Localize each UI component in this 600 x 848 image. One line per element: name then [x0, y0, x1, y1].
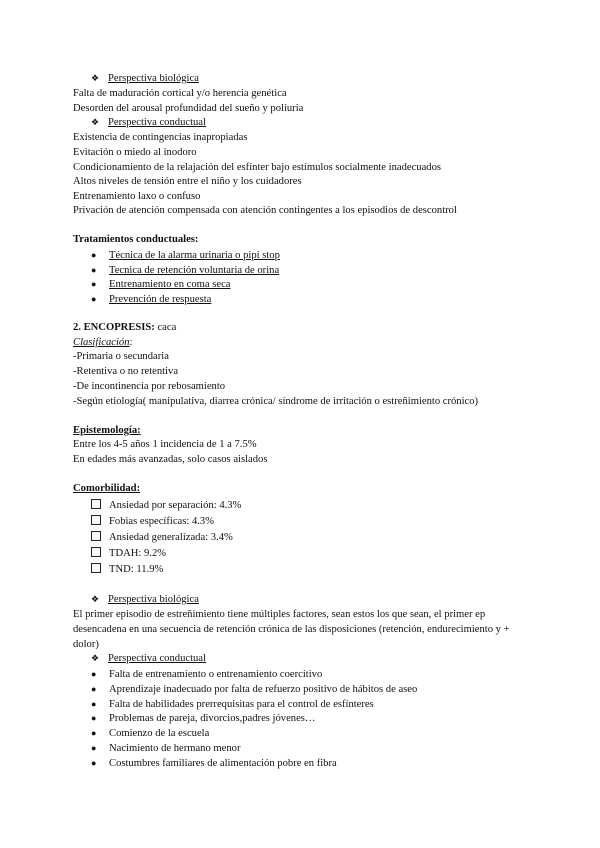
text-line: Existencia de contingencias inapropiadas	[73, 132, 248, 143]
checkbox-icon	[91, 563, 101, 573]
text-line: Altos niveles de tensión entre el niño y los cuidadores	[73, 176, 302, 187]
perspectiva-conductual-heading: ❖ Perspectiva conductual	[91, 652, 206, 667]
checkbox-icon	[91, 531, 101, 541]
checkbox-item: Ansiedad por separación: 4.3%	[91, 499, 241, 514]
checkbox-icon	[91, 499, 101, 509]
list-item: ● Problemas de pareja, divorcios,padres jóvenes…	[91, 713, 316, 724]
text-line: Evitación o miedo al inodoro	[73, 147, 197, 158]
list-item: ● Prevención de respuesta	[91, 294, 212, 305]
text-line: Privación de atención compensada con atención contingentes a los episodios de descontrol	[73, 205, 457, 216]
list-item: ● Falta de habilidades prerrequisitas para el control de esfínteres	[91, 699, 374, 710]
bullet-icon: ●	[91, 758, 97, 768]
text-line: Entrenamiento laxo o confuso	[73, 191, 201, 202]
bullet-icon: ●	[91, 743, 97, 753]
perspectiva-biologica-heading: ❖ Perspectiva biológica	[91, 593, 199, 608]
text-line: Entre los 4-5 años 1 incidencia de 1 a 7.5%	[73, 439, 257, 450]
checkbox-icon	[91, 547, 101, 557]
list-item: ● Falta de entrenamiento o entrenamiento coercitivo	[91, 669, 323, 680]
text-paragraph: El primer episodio de estreñimiento tiene múltiples factores, sean estos los que sean, el primer ep desencadena en una secuencia de retención crónica de las disposiciones (retención, endurecimiento y + dolor)	[73, 609, 510, 650]
bullet-icon: ●	[91, 713, 97, 723]
text-line: Desorden del arousal profundidad del sueño y poliuria	[73, 103, 304, 114]
checkbox-item: TND: 11.9%	[91, 563, 163, 578]
text-line: -Según etiología( manipulativa, diarrea crónica/ síndrome de irritación o estreñimiento crónico)	[73, 396, 479, 407]
text-line: Condicionamiento de la relajación del esfínter bajo estímulos socialmente inadecuados	[73, 162, 442, 173]
text-line: -Retentiva o no retentiva	[73, 366, 179, 377]
bullet-icon: ●	[91, 728, 97, 738]
clasificacion-heading: Clasificación:	[73, 337, 133, 348]
list-item: ● Técnica de la alarma urinaria o pipi stop	[91, 250, 280, 261]
tratamientos-heading: Tratamientos conductuales:	[73, 234, 199, 245]
text-line: -Primaria o secundaria	[73, 351, 169, 362]
epistemologia-heading: Epistemología:	[73, 425, 141, 436]
list-item: ● Entrenamiento en coma seca	[91, 279, 231, 290]
list-item: ● Tecnica de retención voluntaria de orina	[91, 265, 280, 276]
bullet-icon: ●	[91, 294, 97, 304]
diamond-icon: ❖	[91, 595, 100, 605]
comorbilidad-heading: Comorbilidad:	[73, 483, 141, 494]
text-line: Falta de maduración cortical y/o herencia genética	[73, 88, 287, 99]
text-line: -De incontinencia por rebosamiento	[73, 381, 226, 392]
text-line: En edades más avanzadas, solo casos aislados	[73, 454, 268, 465]
checkbox-item: Ansiedad generalizada: 3.4%	[91, 531, 233, 546]
perspectiva-conductual-heading: ❖ Perspectiva conductual	[91, 116, 206, 131]
bullet-icon: ●	[91, 265, 97, 275]
checkbox-icon	[91, 515, 101, 525]
encopresis-heading: 2. ENCOPRESIS: caca	[73, 322, 177, 333]
list-item: ● Comienzo de la escuela	[91, 728, 210, 739]
checkbox-item: TDAH: 9.2%	[91, 547, 166, 562]
bullet-icon: ●	[91, 669, 97, 679]
checkbox-item: Fobias específicas: 4.3%	[91, 515, 214, 530]
diamond-icon: ❖	[91, 654, 100, 664]
bullet-icon: ●	[91, 279, 97, 289]
diamond-icon: ❖	[91, 118, 100, 128]
bullet-icon: ●	[91, 684, 97, 694]
perspectiva-biologica-heading: ❖ Perspectiva biológica	[91, 72, 199, 87]
list-item: ● Nacimiento de hermano menor	[91, 743, 241, 754]
diamond-icon: ❖	[91, 74, 100, 84]
bullet-icon: ●	[91, 250, 97, 260]
list-item: ● Aprendizaje inadecuado por falta de refuerzo positivo de hábitos de aseo	[91, 684, 418, 695]
bullet-icon: ●	[91, 699, 97, 709]
list-item: ● Costumbres familiares de alimentación pobre en fibra	[91, 758, 337, 769]
